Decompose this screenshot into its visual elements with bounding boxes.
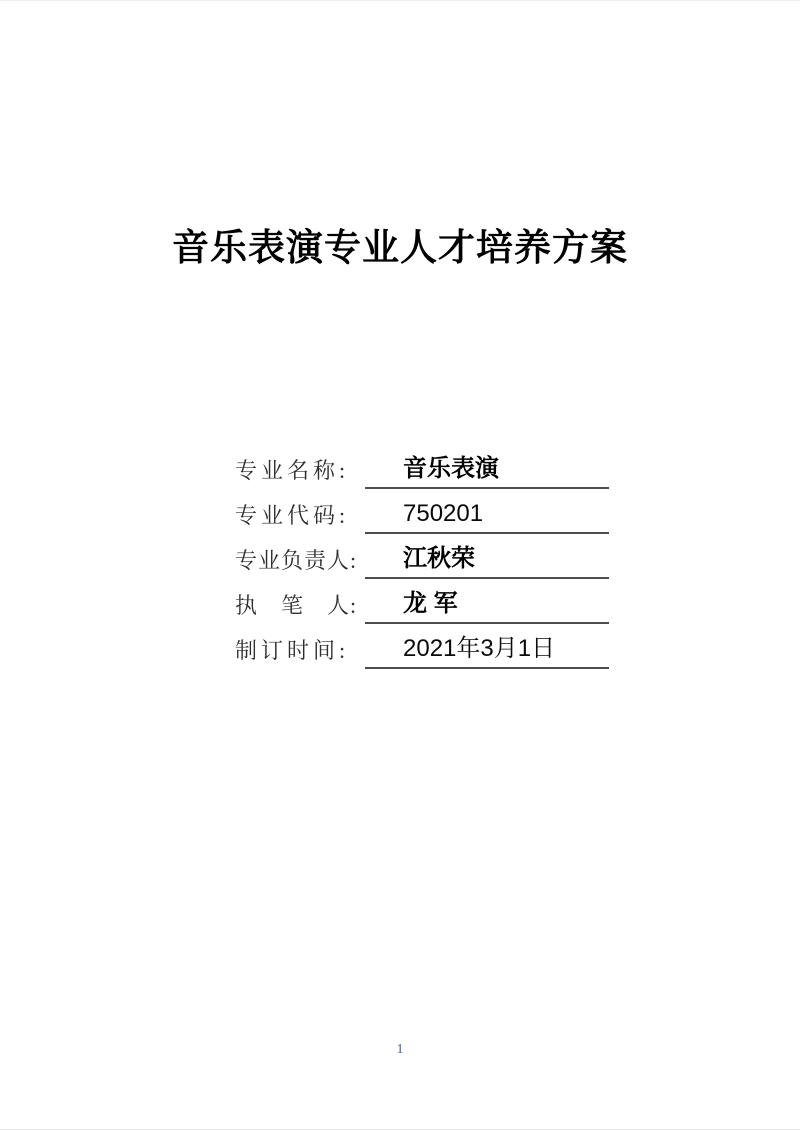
form-row-date bbox=[235, 624, 609, 669]
form-row-major-leader bbox=[235, 534, 609, 579]
field-underline-major-leader bbox=[365, 538, 609, 579]
document-title: 音乐表演专业人才培养方案 bbox=[172, 227, 628, 268]
form-row-major-name bbox=[235, 444, 609, 489]
field-underline-major-name bbox=[365, 448, 609, 489]
field-label-major-name: 专业名称: bbox=[235, 458, 350, 484]
field-value-major-name: 音乐表演 bbox=[403, 455, 499, 483]
field-value-major-leader: 江秋荣 bbox=[403, 545, 475, 573]
field-label-date: 制订时间: bbox=[235, 638, 350, 664]
field-value-author: 龙 军 bbox=[403, 590, 458, 618]
field-label-major-code: 专业代码: bbox=[235, 503, 350, 529]
field-underline-author bbox=[365, 583, 609, 624]
field-label-major-leader: 专业负责人: bbox=[235, 548, 358, 574]
page-number: 1 bbox=[396, 1042, 404, 1057]
field-value-major-code: 750201 bbox=[403, 500, 484, 528]
form-row-major-code bbox=[235, 489, 609, 534]
field-value-date: 2021年3月1日 bbox=[403, 635, 556, 663]
form-row-author bbox=[235, 579, 609, 624]
field-underline-major-code bbox=[365, 500, 609, 534]
field-label-author: 执 笔 人: bbox=[235, 593, 358, 619]
cover-form bbox=[0, 444, 800, 669]
field-underline-date bbox=[365, 628, 609, 669]
